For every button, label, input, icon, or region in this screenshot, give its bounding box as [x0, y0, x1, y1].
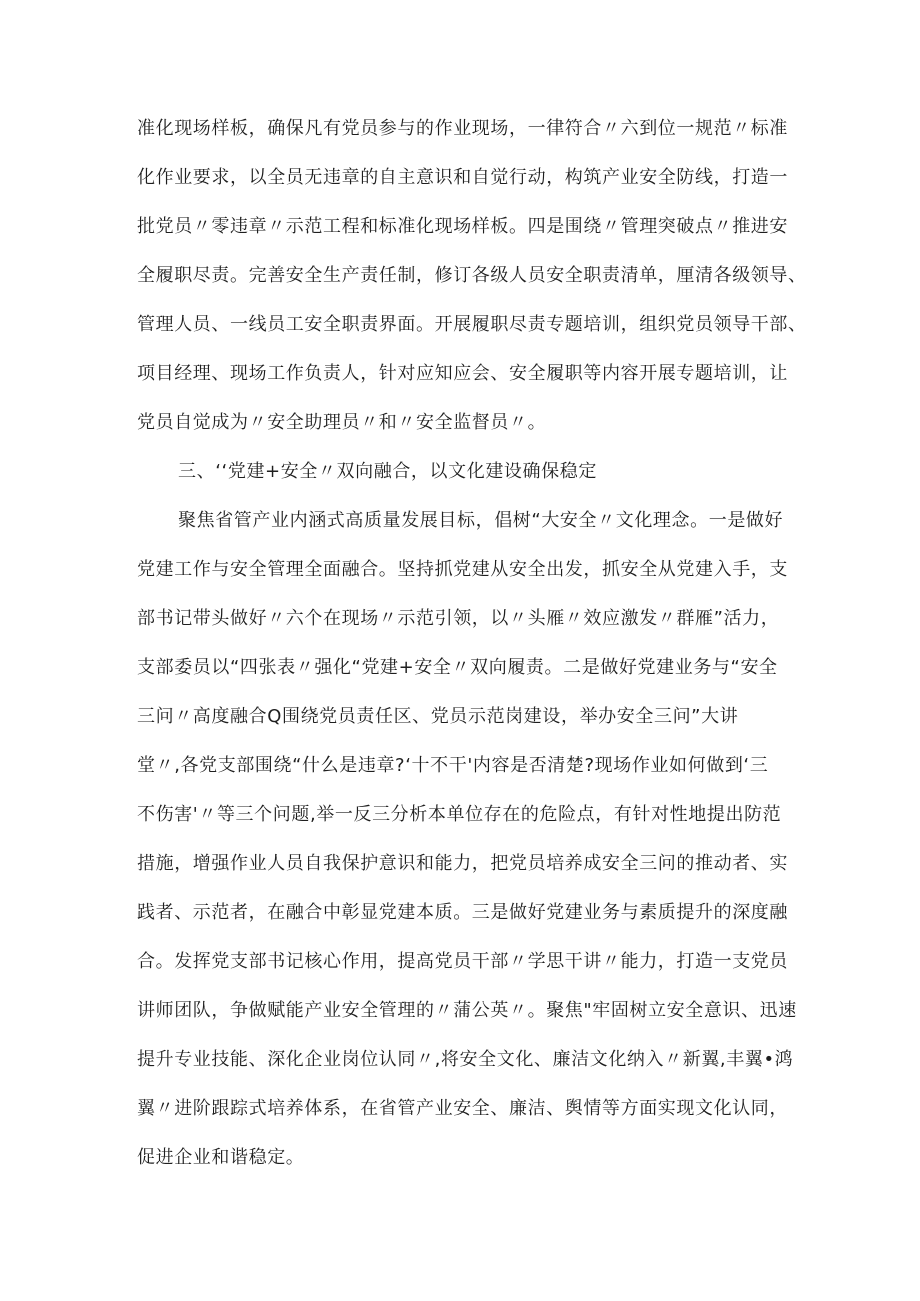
- paragraph-line: 党员自觉成为〃安全助理员〃和〃安全监督员〃。: [137, 412, 547, 433]
- paragraph-line: 提升专业技能、深化企业岗位认同〃,将安全文化、廉洁文化纳入〃新翼,丰翼•鸿: [137, 1049, 794, 1070]
- paragraph-line: 项目经理、现场工作负责人，针对应知应会、安全履职等内容开展专题培训，让: [137, 363, 788, 384]
- paragraph-line: 措施，增强作业人员自我保护意识和能力，把党员培养成安全三问的推动者、实: [137, 853, 788, 874]
- paragraph-line: 翼〃进阶跟踪式培养体系，在省管产业安全、廉洁、舆情等方面实现文化认同，: [137, 1098, 788, 1119]
- paragraph-line: 聚焦省管产业内涵式高质量发展目标，倡树“大安全〃文化理念。一是做好: [178, 510, 784, 531]
- paragraph-line: 管理人员、一线员工安全职责界面。开展履职尽责专题培训，组织党员领导干部、: [137, 314, 807, 335]
- paragraph-line: 准化现场样板，确保凡有党员参与的作业现场，一律符合〃六到位一规范〃标准: [137, 118, 788, 139]
- paragraph-line: 促进企业和谐稳定。: [137, 1147, 305, 1168]
- paragraph-line: 不伤害'〃等三个问题,举一反三分析本单位存在的危险点，有针对性地提出防范: [137, 804, 782, 825]
- paragraph-line: 全履职尽责。完善安全生产责任制，修订各级人员安全职责清单，厘清各级领导、: [137, 265, 807, 286]
- paragraph-line: 践者、示范者，在融合中彰显党建本质。三是做好党建业务与素质提升的深度融: [137, 902, 788, 923]
- paragraph-line: 讲师团队，争做赋能产业安全管理的〃蒲公英〃。聚焦"牢固树立安全意识、迅速: [137, 1000, 797, 1021]
- paragraph-line: 三问〃高度融合Q围绕党员责任区、党员示范岗建设，举办安全三问”大讲: [137, 706, 739, 727]
- paragraph-line: 合。发挥党支部书记核心作用，提高党员干部〃学思干讲〃能力，打造一支党员: [137, 951, 788, 972]
- paragraph-line: 化作业要求，以全员无违章的自主意识和自觉行动，构筑产业安全防线，打造一: [137, 167, 788, 188]
- paragraph-line: 部书记带头做好〃六个在现场〃示范引领，以〃头雁〃效应激发〃群雁”活力，: [137, 608, 780, 629]
- section-heading: 三、‘‘党建+安全〃双向融合，以文化建设确保稳定: [178, 461, 597, 482]
- paragraph-line: 党建工作与安全管理全面融合。坚持抓党建从安全出发，抓安全从党建入手，支: [137, 559, 788, 580]
- paragraph-line: 支部委员以“四张表〃强化“党建+安全〃双向履责。二是做好党建业务与“安全: [137, 657, 778, 678]
- paragraph-line: 批党员〃零违章〃示范工程和标准化现场样板。四是围绕〃管理突破点〃推进安: [137, 216, 788, 237]
- paragraph-line: 堂〃,各党支部围绕“什么是违章?‘十不干'内容是否清楚?现场作业如何做到‘三: [137, 755, 769, 776]
